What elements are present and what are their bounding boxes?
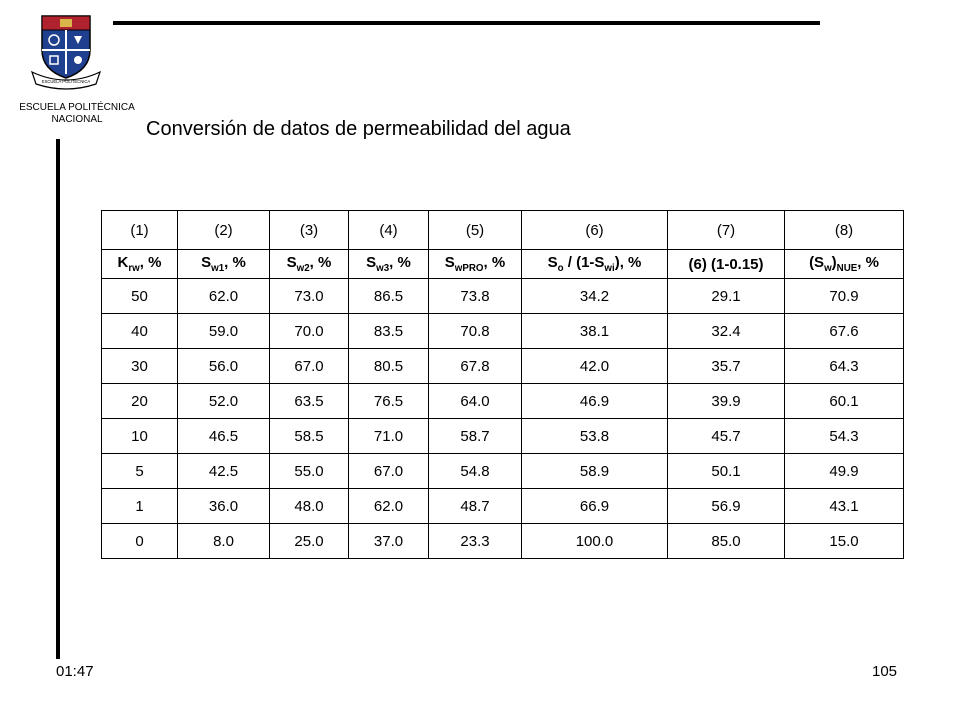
column-number-header: (6): [522, 211, 668, 250]
column-label-rest: , %: [309, 254, 332, 271]
table-cell: 56.9: [668, 489, 785, 524]
column-label-header: [349, 250, 429, 279]
column-label-row: [102, 250, 904, 279]
table-cell: 60.1: [785, 384, 904, 419]
table-cell: 70.0: [270, 314, 349, 349]
institution-crest-logo: [30, 12, 102, 92]
column-label-sub: w3: [376, 263, 390, 274]
table-cell: 37.0: [349, 524, 429, 559]
page-number: 105: [872, 663, 898, 680]
table-cell: 67.8: [429, 349, 522, 384]
table-row: [102, 279, 904, 314]
column-label-rest: , %: [389, 254, 411, 271]
column-label-sub: w1: [211, 263, 225, 274]
column-number-header: (8): [785, 211, 904, 250]
table-row: [102, 314, 904, 349]
column-label-sub: w2: [296, 263, 310, 274]
table-cell: 64.3: [785, 349, 904, 384]
table-cell: 42.0: [522, 349, 668, 384]
footer-time: 01:47: [56, 663, 94, 680]
water-permeability-table: [101, 210, 904, 559]
table-cell: 62.0: [349, 489, 429, 524]
column-label-rest: , %: [483, 254, 506, 271]
table-cell: 86.5: [349, 279, 429, 314]
institution-name: [0, 102, 154, 126]
top-divider: [113, 21, 820, 25]
table-cell: 43.1: [785, 489, 904, 524]
table-cell: 64.0: [429, 384, 522, 419]
table-cell: 66.9: [522, 489, 668, 524]
table-row: [102, 384, 904, 419]
table-cell: 48.7: [429, 489, 522, 524]
table-cell: 76.5: [349, 384, 429, 419]
table-cell: 50.1: [668, 454, 785, 489]
table-cell: 35.7: [668, 349, 785, 384]
column-label-main: K: [117, 254, 129, 271]
column-label-header: [785, 250, 904, 279]
table-cell: 0: [102, 524, 178, 559]
table-cell: 5: [102, 454, 178, 489]
column-number-header: (5): [429, 211, 522, 250]
column-label-mid: / (1-S: [563, 254, 605, 271]
table-cell: 46.5: [178, 419, 270, 454]
column-label-sub: w: [824, 263, 832, 274]
table-cell: 25.0: [270, 524, 349, 559]
table-cell: 52.0: [178, 384, 270, 419]
table-cell: 85.0: [668, 524, 785, 559]
table-cell: 58.7: [429, 419, 522, 454]
table-cell: 100.0: [522, 524, 668, 559]
column-number-header: (3): [270, 211, 349, 250]
table-cell: 58.5: [270, 419, 349, 454]
table-cell: 67.6: [785, 314, 904, 349]
column-label-sub2: NUE: [836, 263, 858, 274]
column-label-rest: , %: [857, 254, 879, 271]
table-cell: 56.0: [178, 349, 270, 384]
table-cell: 80.5: [349, 349, 429, 384]
table-cell: 53.8: [522, 419, 668, 454]
column-label-mid: ): [831, 254, 837, 271]
table-cell: 62.0: [178, 279, 270, 314]
table-cell: 40: [102, 314, 178, 349]
table-cell: 46.9: [522, 384, 668, 419]
column-label-main: S: [547, 254, 558, 271]
table-row: [102, 524, 904, 559]
table-cell: 29.1: [668, 279, 785, 314]
table-cell: 55.0: [270, 454, 349, 489]
column-label-main: (S: [809, 254, 825, 271]
column-label-rest: ), %: [614, 254, 642, 271]
column-label-rest: , %: [224, 254, 246, 271]
table-cell: 73.0: [270, 279, 349, 314]
table-cell: 30: [102, 349, 178, 384]
table-cell: 83.5: [349, 314, 429, 349]
column-label-header: [668, 250, 785, 279]
table-cell: 48.0: [270, 489, 349, 524]
column-number-header: (7): [668, 211, 785, 250]
column-label-header: [270, 250, 349, 279]
table-body: [102, 279, 904, 559]
table-cell: 42.5: [178, 454, 270, 489]
table-cell: 70.8: [429, 314, 522, 349]
column-number-header: (1): [102, 211, 178, 250]
table-cell: 71.0: [349, 419, 429, 454]
table-row: [102, 489, 904, 524]
table-cell: 39.9: [668, 384, 785, 419]
table-cell: 59.0: [178, 314, 270, 349]
column-label-header: [522, 250, 668, 279]
column-number-row: [102, 211, 904, 250]
column-label-sub2: wi: [604, 263, 615, 274]
column-label-main: S: [286, 254, 297, 271]
table-cell: 23.3: [429, 524, 522, 559]
column-number-header: (4): [349, 211, 429, 250]
slide-title: Conversión de datos de permeabilidad del agua: [146, 118, 571, 140]
column-label-header: [102, 250, 178, 279]
table-row: [102, 454, 904, 489]
table-cell: 54.3: [785, 419, 904, 454]
column-label-header: [429, 250, 522, 279]
table-cell: 36.0: [178, 489, 270, 524]
column-label-header: [178, 250, 270, 279]
table-cell: 45.7: [668, 419, 785, 454]
institution-name-line2: NACIONAL: [51, 114, 103, 125]
column-label-sub: rw: [128, 263, 140, 274]
table-cell: 8.0: [178, 524, 270, 559]
column-label-sub: o: [557, 263, 564, 274]
table-cell: 10: [102, 419, 178, 454]
table-cell: 49.9: [785, 454, 904, 489]
table-cell: 1: [102, 489, 178, 524]
column-label-sub: wPRO: [454, 263, 484, 274]
table-cell: 67.0: [349, 454, 429, 489]
table-cell: 32.4: [668, 314, 785, 349]
table-cell: 50: [102, 279, 178, 314]
crest-motto: ESCUELA POLITÉCNICA: [41, 79, 91, 84]
table-cell: 34.2: [522, 279, 668, 314]
column-number-header: (2): [178, 211, 270, 250]
side-divider: [56, 139, 60, 659]
table-row: [102, 419, 904, 454]
table-cell: 38.1: [522, 314, 668, 349]
table-cell: 58.9: [522, 454, 668, 489]
table-cell: 20: [102, 384, 178, 419]
table-cell: 73.8: [429, 279, 522, 314]
column-label-main: S: [366, 254, 377, 271]
column-label-main: S: [201, 254, 212, 271]
table-cell: 63.5: [270, 384, 349, 419]
table-cell: 70.9: [785, 279, 904, 314]
table-cell: 15.0: [785, 524, 904, 559]
institution-name-line1: ESCUELA POLITÉCNICA: [19, 102, 135, 113]
column-label-main: S: [444, 254, 455, 271]
table-cell: 54.8: [429, 454, 522, 489]
column-label-main: (6) (1-0.15): [688, 255, 764, 273]
column-label-rest: , %: [139, 254, 162, 271]
table-cell: 67.0: [270, 349, 349, 384]
table-row: [102, 349, 904, 384]
